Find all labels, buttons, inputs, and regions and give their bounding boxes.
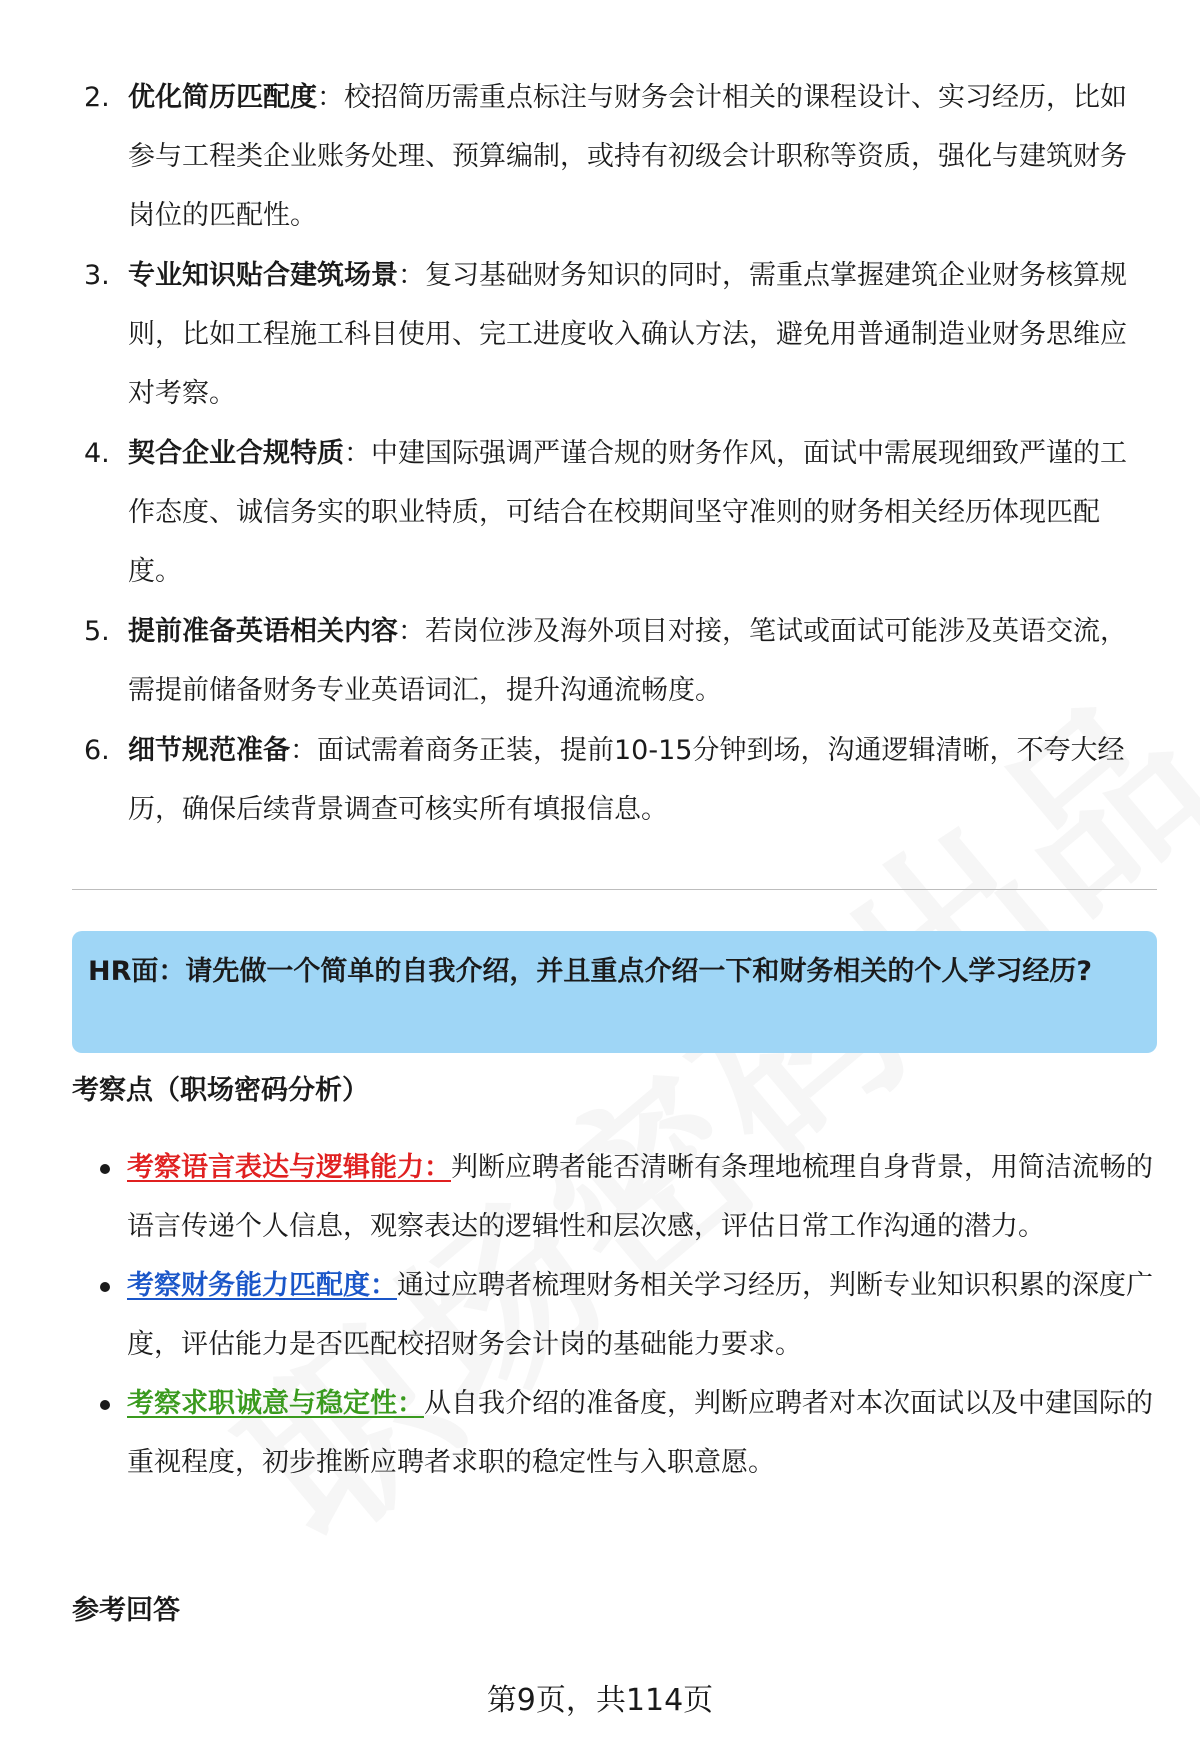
item-text: ：面试需着商务正装，提前10-15分钟到场，沟通逻辑清晰，不夸大经历，确保后续背景调查可核实所有填报信息。 (128, 735, 1125, 825)
item-title: 提前准备英语相关内容 (128, 616, 398, 647)
list-item (72, 1256, 1157, 1374)
item-number: 3. (84, 260, 110, 291)
assessment-points (72, 1138, 1157, 1492)
item-text: ：中建国际强调严谨合规的财务作风，面试中需展现细致严谨的工作态度、诚信务实的职业特质，可结合在校期间坚守准则的财务相关经历体现匹配度。 (128, 438, 1127, 587)
item-number: 4. (84, 438, 110, 469)
tips-list (72, 68, 1152, 840)
item-text: ：校招简历需重点标注与财务会计相关的课程设计、实习经历，比如参与工程类企业账务处理、预算编制，或持有初级会计职称等资质，强化与建筑财务岗位的匹配性。 (128, 82, 1127, 231)
item-number: 5. (84, 616, 110, 647)
item-text: ：若岗位涉及海外项目对接，笔试或面试可能涉及英语交流，需提前储备财务专业英语词汇，提升沟通流畅度。 (128, 616, 1127, 706)
section-title: 考察点（职场密码分析） (72, 1075, 369, 1106)
list-item (72, 424, 1152, 601)
section-divider (72, 889, 1157, 890)
list-item (72, 602, 1152, 720)
point-text: 从自我介绍的准备度，判断应聘者对本次面试以及中建国际的重视程度，初步推断应聘者求职的稳定性与入职意愿。 (127, 1388, 1153, 1478)
item-title: 优化简历匹配度 (128, 82, 317, 113)
list-item (72, 1374, 1157, 1492)
bullet-icon (100, 1282, 110, 1292)
item-title: 专业知识贴合建筑场景 (128, 260, 398, 291)
point-text: 通过应聘者梳理财务相关学习经历，判断专业知识积累的深度广度，评估能力是否匹配校招财务会计岗的基础能力要求。 (127, 1270, 1153, 1360)
answer-title: 参考回答 (72, 1595, 180, 1626)
question-text: HR面：请先做一个简单的自我介绍，并且重点介绍一下和财务相关的个人学习经历? (88, 956, 1093, 987)
point-keyword: 考察语言表达与逻辑能力： (127, 1152, 451, 1183)
page-footer: 第9页，共114页 (486, 1683, 714, 1718)
list-item (72, 246, 1152, 423)
item-title: 契合企业合规特质 (128, 438, 344, 469)
question-box (72, 931, 1157, 1053)
bullet-icon (100, 1400, 110, 1410)
point-keyword: 考察财务能力匹配度： (127, 1270, 397, 1301)
item-title: 细节规范准备 (128, 735, 290, 766)
item-number: 2. (84, 82, 110, 113)
item-text: ：复习基础财务知识的同时，需重点掌握建筑企业财务核算规则，比如工程施工科目使用、完工进度收入确认方法，避免用普通制造业财务思维应对考察。 (128, 260, 1127, 409)
point-text: 判断应聘者能否清晰有条理地梳理自身背景，用简洁流畅的语言传递个人信息，观察表达的逻辑性和层次感，评估日常工作沟通的潜力。 (127, 1152, 1153, 1242)
item-number: 6. (84, 735, 110, 766)
list-item (72, 721, 1152, 839)
list-item (72, 68, 1152, 245)
point-keyword: 考察求职诚意与稳定性： (127, 1388, 424, 1419)
list-item (72, 1138, 1157, 1256)
bullet-icon (100, 1164, 110, 1174)
